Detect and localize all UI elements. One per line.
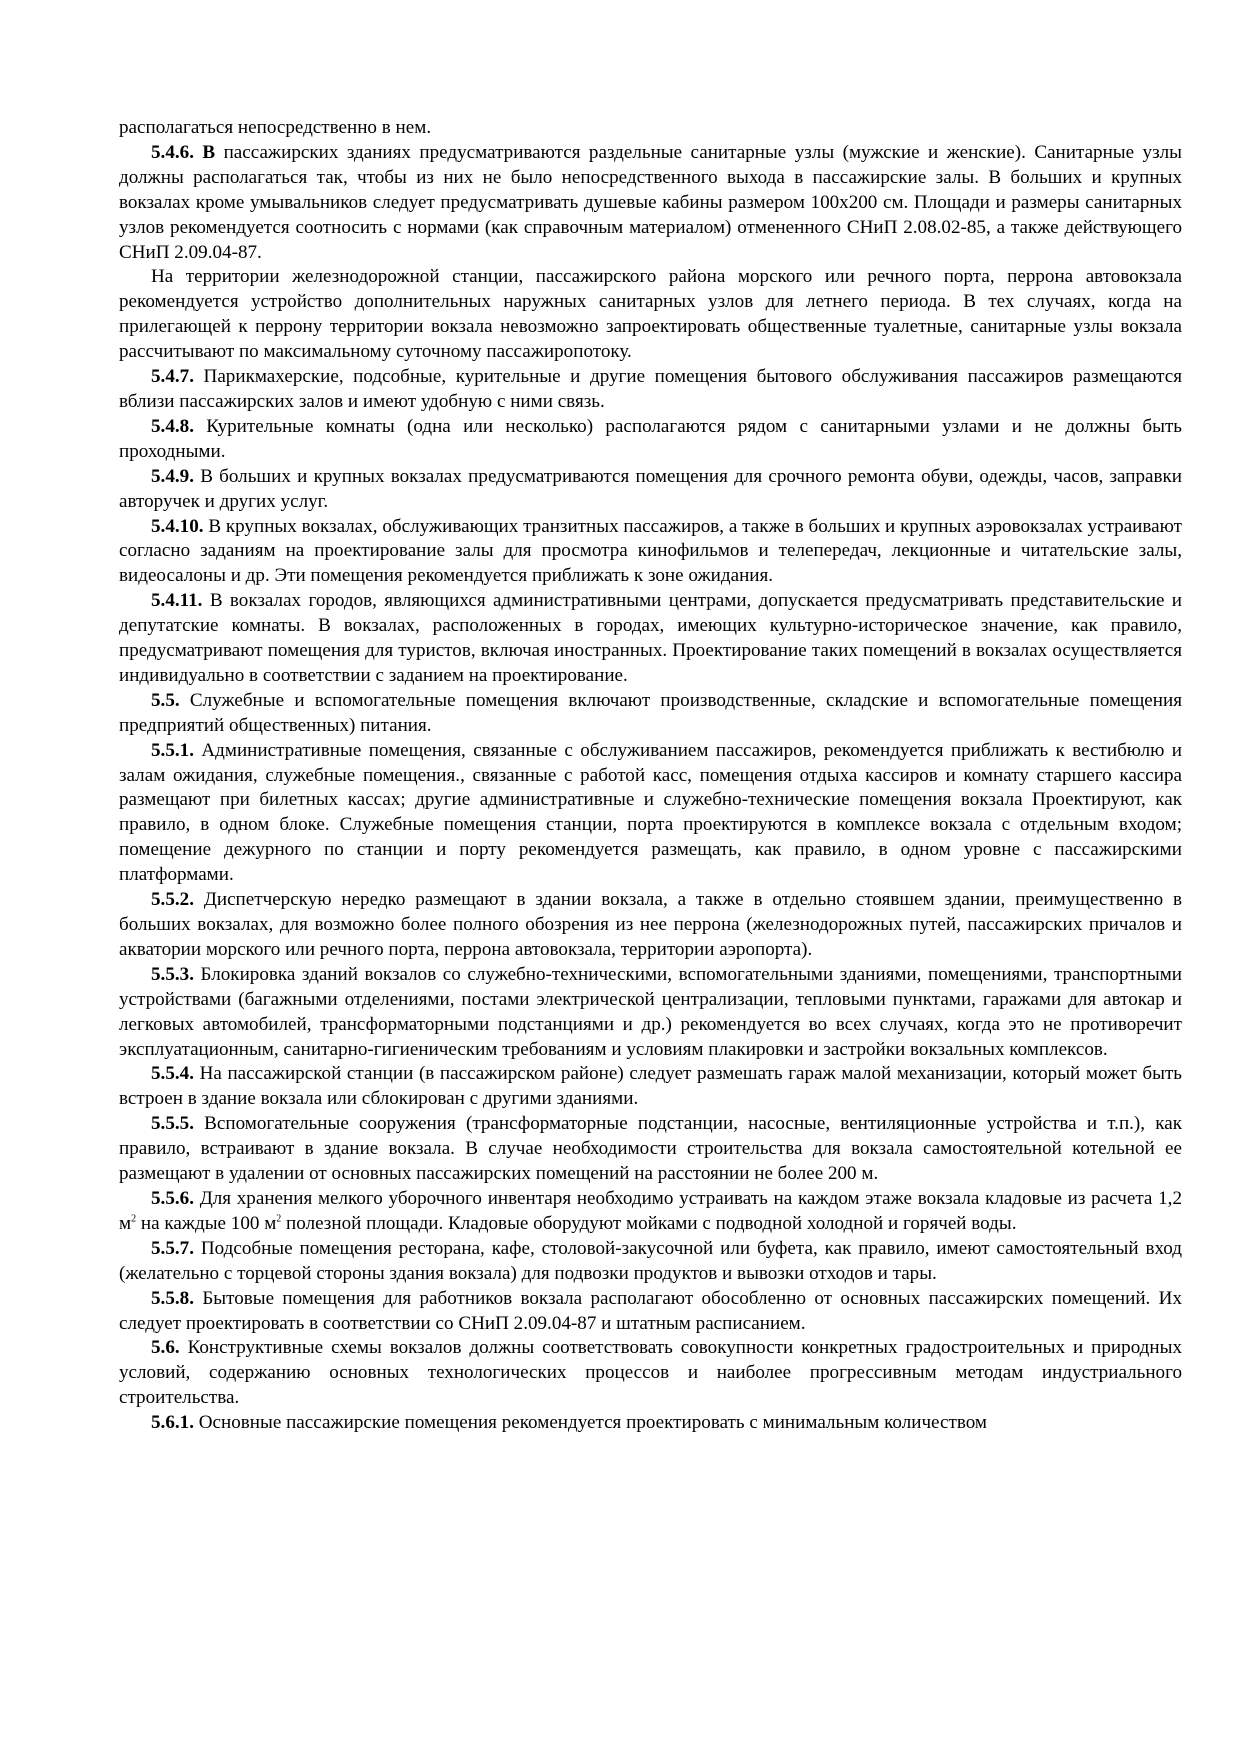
clause-number: 5.5.7.	[151, 1237, 194, 1259]
clause-number: 5.4.7.	[151, 366, 194, 388]
clause-number: 5.4.8.	[151, 415, 194, 437]
clause-number: 5.6.	[151, 1337, 180, 1359]
clause-number: 5.5.2.	[151, 889, 194, 911]
paragraph-territory: На территории железнодорожной станции, пассажирского района морского или речного порта, перрона автовокзала рекомендуется устройство дополнительных наружных санитарных узлов для летнего периода. В тех случаях, когда на прилегающей к перрону территории вокзала невозможно запроектировать общественные туалетные, санитарные узлы вокзала рассчитывают по максимальному суточному пассажиропотоку.	[119, 266, 1182, 363]
paragraph-5-5-2: 5.5.2. Диспетчерскую нередко размещают в здании вокзала, а также в отдельно стоявшем здании, преимущественно в больших вокзалах, для возможно более полного обозрения из нее перрона (железнодорожных путей, пассажирских причалов и акватории морского или речного порта, перрона автовокзала, территории аэропорта).	[119, 889, 1182, 960]
paragraph-5-5-5: 5.5.5. Вспомогательные сооружения (трансформаторные подстанции, насосные, вентиляционные устройства и т.п.), как правило, встраивают в здание вокзала. В случае необходимости строительства для вокзала самостоятельной котельной ее размещают в удалении от основных пассажирских помещений на расстоянии не более 200 м.	[119, 1113, 1182, 1185]
paragraph-5-4-9: 5.4.9. В больших и крупных вокзалах предусматриваются помещения для срочного ремонта обуви, одежды, часов, заправки авторучек и других услуг.	[119, 465, 1182, 512]
paragraph-5-5-3: 5.5.3. Блокировка зданий вокзалов со служебно-техническими, вспомогательными зданиями, помещениями, транспортными устройствами (багажными отделениями, постами электрической централизации, тепловыми пунктами, гаражами для автокар и легковых автомобилей, трансформаторными подстанциями и др.) рекомендуется во всех случаях, когда это не противоречит эксплуатационным, санитарно-гигиеническим требованиям и условиям плакировки и застройки вокзальных комплексов.	[119, 963, 1182, 1060]
superscript: 2	[276, 1213, 282, 1225]
clause-number: 5.5.8.	[151, 1287, 194, 1309]
clause-number: 5.5.1.	[151, 739, 194, 761]
clause-number: 5.5.	[151, 689, 180, 711]
paragraph-5-6-1: 5.6.1. Основные пассажирские помещения рекомендуется проектировать с минимальным количеством	[151, 1412, 987, 1434]
paragraph-5-4-8: 5.4.8. Курительные комнаты (одна или несколько) располагаются рядом с санитарными узлами и не должны быть проходными.	[119, 415, 1182, 462]
clause-number: 5.4.6. В	[151, 141, 216, 163]
paragraph-5-5-8: 5.5.8. Бытовые помещения для работников вокзала располагают обособленно от основных пассажирских помещений. Их следует проектировать в соответствии со СНиП 2.09.04-87 и штатным расписанием.	[119, 1287, 1182, 1334]
clause-number: 5.5.5.	[151, 1113, 194, 1135]
clause-number: 5.5.6.	[151, 1187, 194, 1209]
paragraph-5-5-7: 5.5.7. Подсобные помещения ресторана, кафе, столовой-закусочной или буфета, как правило, имеют самостоятельный вход (желательно с торцевой стороны здания вокзала) для подвозки продуктов и вывозки отходов и тары.	[119, 1237, 1182, 1284]
clause-number: 5.4.10.	[151, 515, 204, 537]
paragraph-5-4-7: 5.4.7. Парикмахерские, подсобные, курительные и другие помещения бытового обслуживания пассажиров размещаются вблизи пассажирских залов и имеют удобную с ними связь.	[119, 366, 1182, 412]
clause-number: 5.4.11.	[151, 590, 203, 612]
paragraph-5-4-11: 5.4.11. В вокзалах городов, являющихся административными центрами, допускается предусматривать представительские и депутатские комнаты. В вокзалах, расположенных в городах, имеющих культурно-историческое значение, как правило, предусматривают помещения для туристов, включая иностранных. Проектирование таких помещений в вокзалах осуществляется индивидуально в соответствии с заданием на проектирование.	[119, 590, 1182, 686]
paragraph-5-4-6: 5.4.6. В пассажирских зданиях предусматриваются раздельные санитарные узлы (мужские и женские). Санитарные узлы должны располагаться так, чтобы из них не было непосредственного выхода в пассажирские залы. В больших и крупных вокзалах кроме умывальников следует предусматривать душевые кабины размером 100х200 см. Площади и размеры санитарных узлов рекомендуется соотносить с нормами (как справочным материалом) отмененного СНиП 2.08.02-85, а также действующего СНиП 2.09.04-87.	[119, 141, 1182, 263]
paragraph-5-5-6: 5.5.6. Для хранения мелкого уборочного инвентаря необходимо устраивать на каждом этаже вокзала кладовые из расчета 1,2 $м^2$ на каждые 100 $м^2$ полезной площади. Кладовые оборудуют мойками с подводной холодной и горячей воды.	[119, 1187, 1182, 1234]
clause-number: 5.4.9.	[151, 465, 194, 487]
paragraph-5-6: 5.6. Конструктивные схемы вокзалов должны соответствовать совокупности конкретных градостроительных и природных условий, содержанию основных технологических процессов и наиболее прогрессивным методам индустриального строительства.	[119, 1337, 1182, 1409]
clause-number: 5.5.3.	[151, 963, 194, 985]
paragraph-5-4-10: 5.4.10. В крупных вокзалах, обслуживающих транзитных пассажиров, а также в больших и крупных аэровокзалах устраивают согласно заданиям на проектирование залы для просмотра кинофильмов и телепередач, лекционные и читательские залы, видеосалоны и др. Эти помещения рекомендуется приближать к зоне ожидания.	[119, 515, 1182, 587]
clause-number: 5.6.1.	[151, 1412, 194, 1434]
paragraph-5-5-1: 5.5.1. Административные помещения, связанные с обслуживанием пассажиров, рекомендуется приближать к вестибюлю и залам ожидания, служебные помещения., связанные с работой касс, помещения отдыха кассиров и комнату старшего кассира размещают при билетных кассах; другие административные и служебно-технические помещения вокзала Проектируют, как правило, в одном блоке. Служебные помещения станции, порта проектируются в комплексе вокзала с отдельным входом; помещение дежурного по станции и порту рекомендуется размещать, как правило, в одном уровне с пассажирскими платформами.	[119, 739, 1182, 886]
document-page	[119, 116, 1182, 1436]
paragraph-continuation: располагаться непосредственно в нем.	[119, 117, 432, 138]
superscript: 2	[131, 1213, 137, 1225]
paragraph-5-5-4: 5.5.4. На пассажирской станции (в пассажирском районе) следует размешать гараж малой механизации, который может быть встроен в здание вокзала или сблокирован с другими зданиями.	[119, 1063, 1182, 1110]
paragraph-5-5: 5.5. Служебные и вспомогательные помещения включают производственные, складские и вспомогательные помещения предприятий общественных) питания.	[119, 689, 1182, 736]
clause-number: 5.5.4.	[151, 1063, 194, 1085]
